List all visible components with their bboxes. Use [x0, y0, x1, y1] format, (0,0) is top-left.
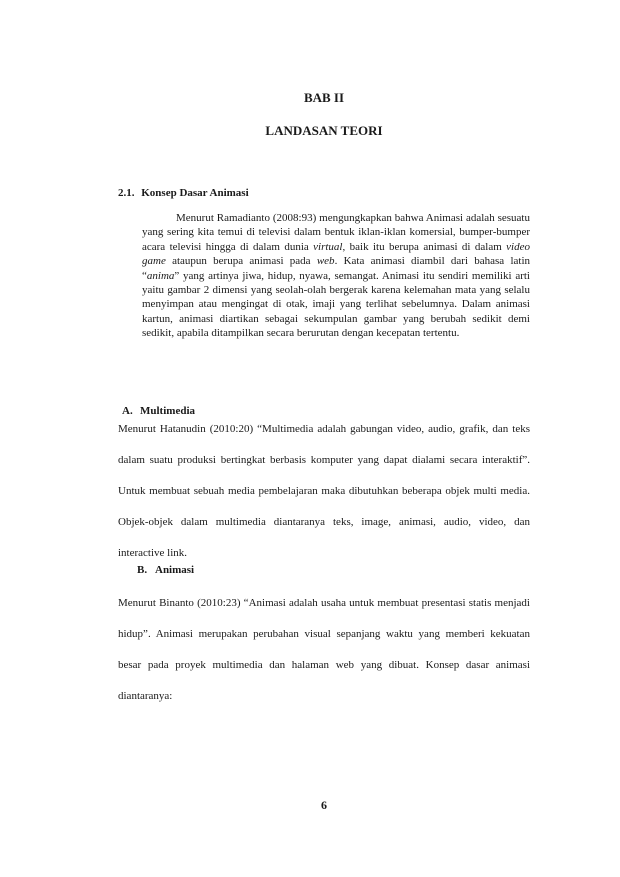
page-number: 6	[321, 798, 327, 812]
subsection-letter: A.	[122, 405, 133, 417]
subsection-heading-animasi	[137, 564, 194, 576]
subsection-title: Animasi	[155, 564, 195, 576]
section-number: 2.1.	[118, 187, 135, 199]
paragraph-text: ataupun berupa animasi pada	[165, 255, 317, 268]
section-paragraph	[142, 211, 530, 341]
italic-term: anima	[146, 269, 175, 282]
animasi-paragraph: Menurut Binanto (2010:23) “Animasi adalah usaha untuk membuat presentasi statis menjadi hidup”. Animasi merupakan perubahan visual sepanjang waktu yang memberi kekuatan besar pada proyek multimedia dan halaman web yang dibuat. Konsep dasar animasi diantaranya:	[118, 597, 530, 702]
section-heading	[118, 187, 249, 199]
subsection-letter: B.	[137, 564, 148, 576]
multimedia-paragraph: Menurut Hatanudin (2010:20) “Multimedia adalah gabungan video, audio, grafik, dan teks dalam suatu produksi bertingkat berbasis komputer yang dapat dialami secara interaktif”. Untuk membuat sebuah media pembelajaran maka dibutuhkan beberapa objek multi media. Objek-objek dalam multimedia diantaranya teks, image, animasi, audio, video, dan interactive link.	[118, 423, 530, 559]
section-title: Konsep Dasar Animasi	[141, 187, 249, 199]
subsection-title: Multimedia	[140, 405, 195, 417]
paragraph-text: . Kata animasi diambil dari bahasa latin “	[142, 255, 530, 282]
paragraph-text: , baik itu berupa animasi di dalam	[342, 240, 507, 253]
paragraph-text: ” yang artinya jiwa, hidup, nyawa, semangat. Animasi itu sendiri memiliki arti yaitu gambar 2 dimensi yang seolah-olah bergerak karena kelemahan mata yang selalu menyimpan atau mengingat di otak, imaji yang terlihat sebelumnya. Dalam animasi kartun, animasi diartikan sebagai sekumpulan gambar yang berubah sedikit demi sedikit, apabila ditampilkan secara berurutan dengan kecepatan tertentu.	[142, 269, 530, 340]
paragraph-text: Menurut Ramadianto (2008:93) mengungkapkan bahwa Animasi adalah sesuatu yang sering kita temui di televisi dalam bentuk iklan-iklan komersial, bumper-bumper acara televisi hingga di dalam dunia	[142, 212, 530, 253]
chapter-heading: BAB II	[303, 90, 345, 105]
italic-term: virtual	[313, 240, 343, 253]
italic-term: video game	[142, 240, 530, 268]
italic-term: web	[316, 255, 335, 268]
chapter-title: LANDASAN TEORI	[265, 123, 383, 138]
